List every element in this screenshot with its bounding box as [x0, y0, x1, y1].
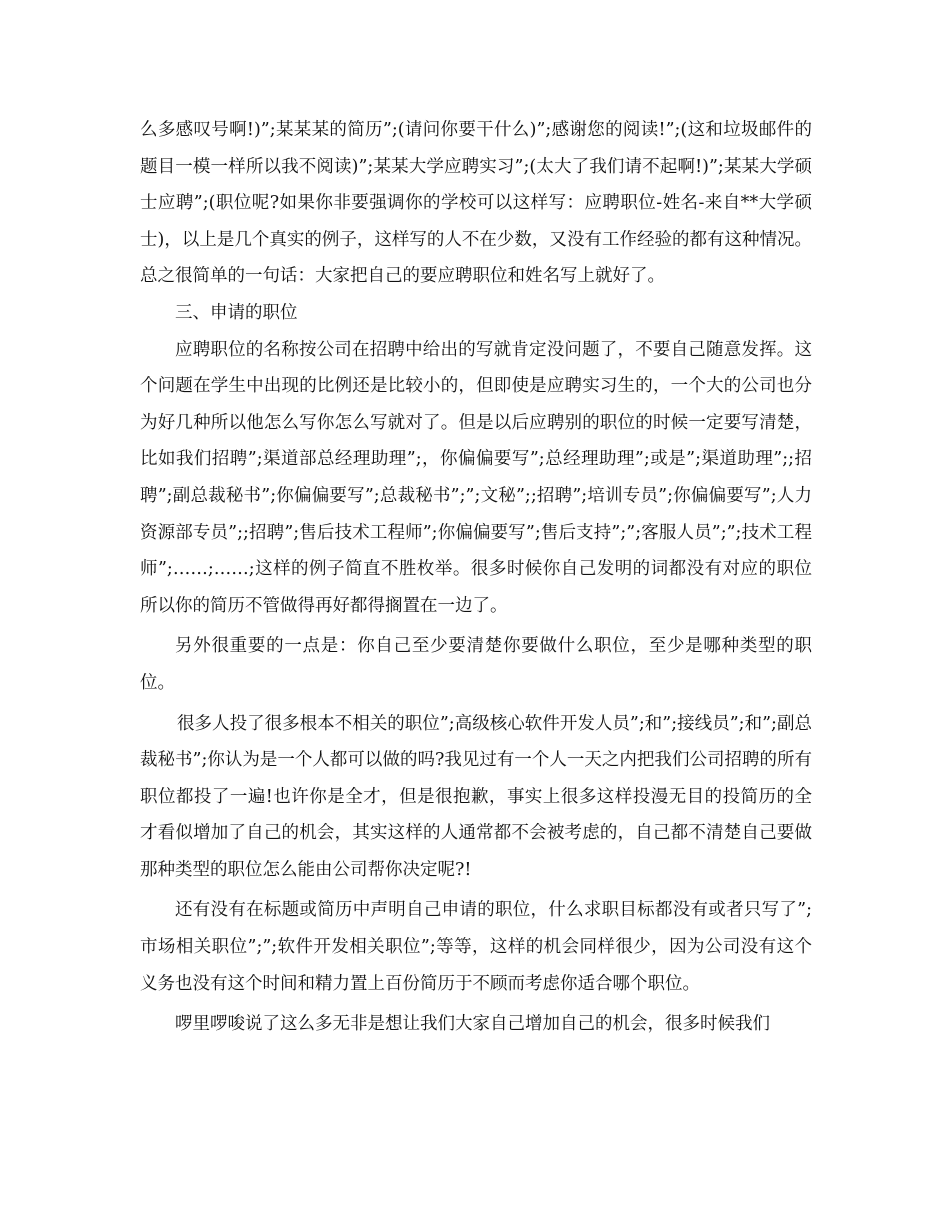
paragraph: 啰里啰唆说了这么多无非是想让我们大家自己增加自己的机会，很多时候我们: [175, 1014, 770, 1035]
paragraph: 还有没有在标题或简历中声明自己申请的职位，什么求职目标都没有或者只写了”;市场相关职位”;”;软件开发相关职位”;等等，这样的机会同样很少，因为公司没有这个义务也没有这个时间和精力置上百份简历于不顾而考虑你适合哪个职位。: [140, 900, 812, 994]
paragraph: 另外很重要的一点是：你自己至少要清楚你要做什么职位，至少是哪种类型的职位。: [140, 636, 812, 693]
section-heading: 三、申请的职位: [175, 302, 298, 323]
paragraph: 应聘职位的名称按公司在招聘中给出的写就肯定没问题了，不要自己随意发挥。这个问题在学生中出现的比例还是比较小的，但即使是应聘实习生的，一个大的公司也分为好几种所以他怎么写你怎么写就对了。但是以后应聘别的职位的时候一定要写清楚，比如我们招聘”;渠道部总经理助理”;，你偏偏要写”;总经理助理”;或是”;渠道助理”;;招聘”;副总裁秘书”;你偏偏要写”;总裁秘书”;”;文秘”;;招聘”;培训专员”;你偏偏要写”;人力资源部专员”;;招聘”;售后技术工程师”;你偏偏要写”;售后支持”;”;客服人员”;”;技术工程师”;……;……;这样的例子简直不胜枚举。很多时候你自己发明的词都没有对应的职位所以你的简历不管做得再好都得搁置在一边了。: [140, 339, 812, 616]
paragraph: 很多人投了很多根本不相关的职位”;高级核心软件开发人员”;和”;接线员”;和”;副总裁秘书”;你认为是一个人都可以做的吗?我见过有一个人一天之内把我们公司招聘的所有职位都投了一遍!也许你是全才，但是很抱歉，事实上很多这样投漫无目的投简历的全才看似增加了自己的机会，其实这样的人通常都不会被考虑的，自己都不清楚自己要做那种类型的职位怎么能由公司帮你决定呢?!: [140, 713, 812, 880]
document-body: [140, 112, 812, 1043]
paragraph-continued: 么多感叹号啊!)”;某某某的简历”;(请问你要干什么)”;感谢您的阅读!”;(这和垃圾邮件的题目一模一样所以我不阅读)”;某某大学应聘实习”;(太大了我们请不起啊!)”;某某大学硕士应聘”;(职位呢?如果你非要强调你的学校可以这样写：应聘职位-姓名-来自**大学硕士)，以上是几个真实的例子，这样写的人不在少数，又没有工作经验的都有这种情况。总之很简单的一句话：大家把自己的要应聘职位和姓名写上就好了。: [140, 120, 812, 287]
